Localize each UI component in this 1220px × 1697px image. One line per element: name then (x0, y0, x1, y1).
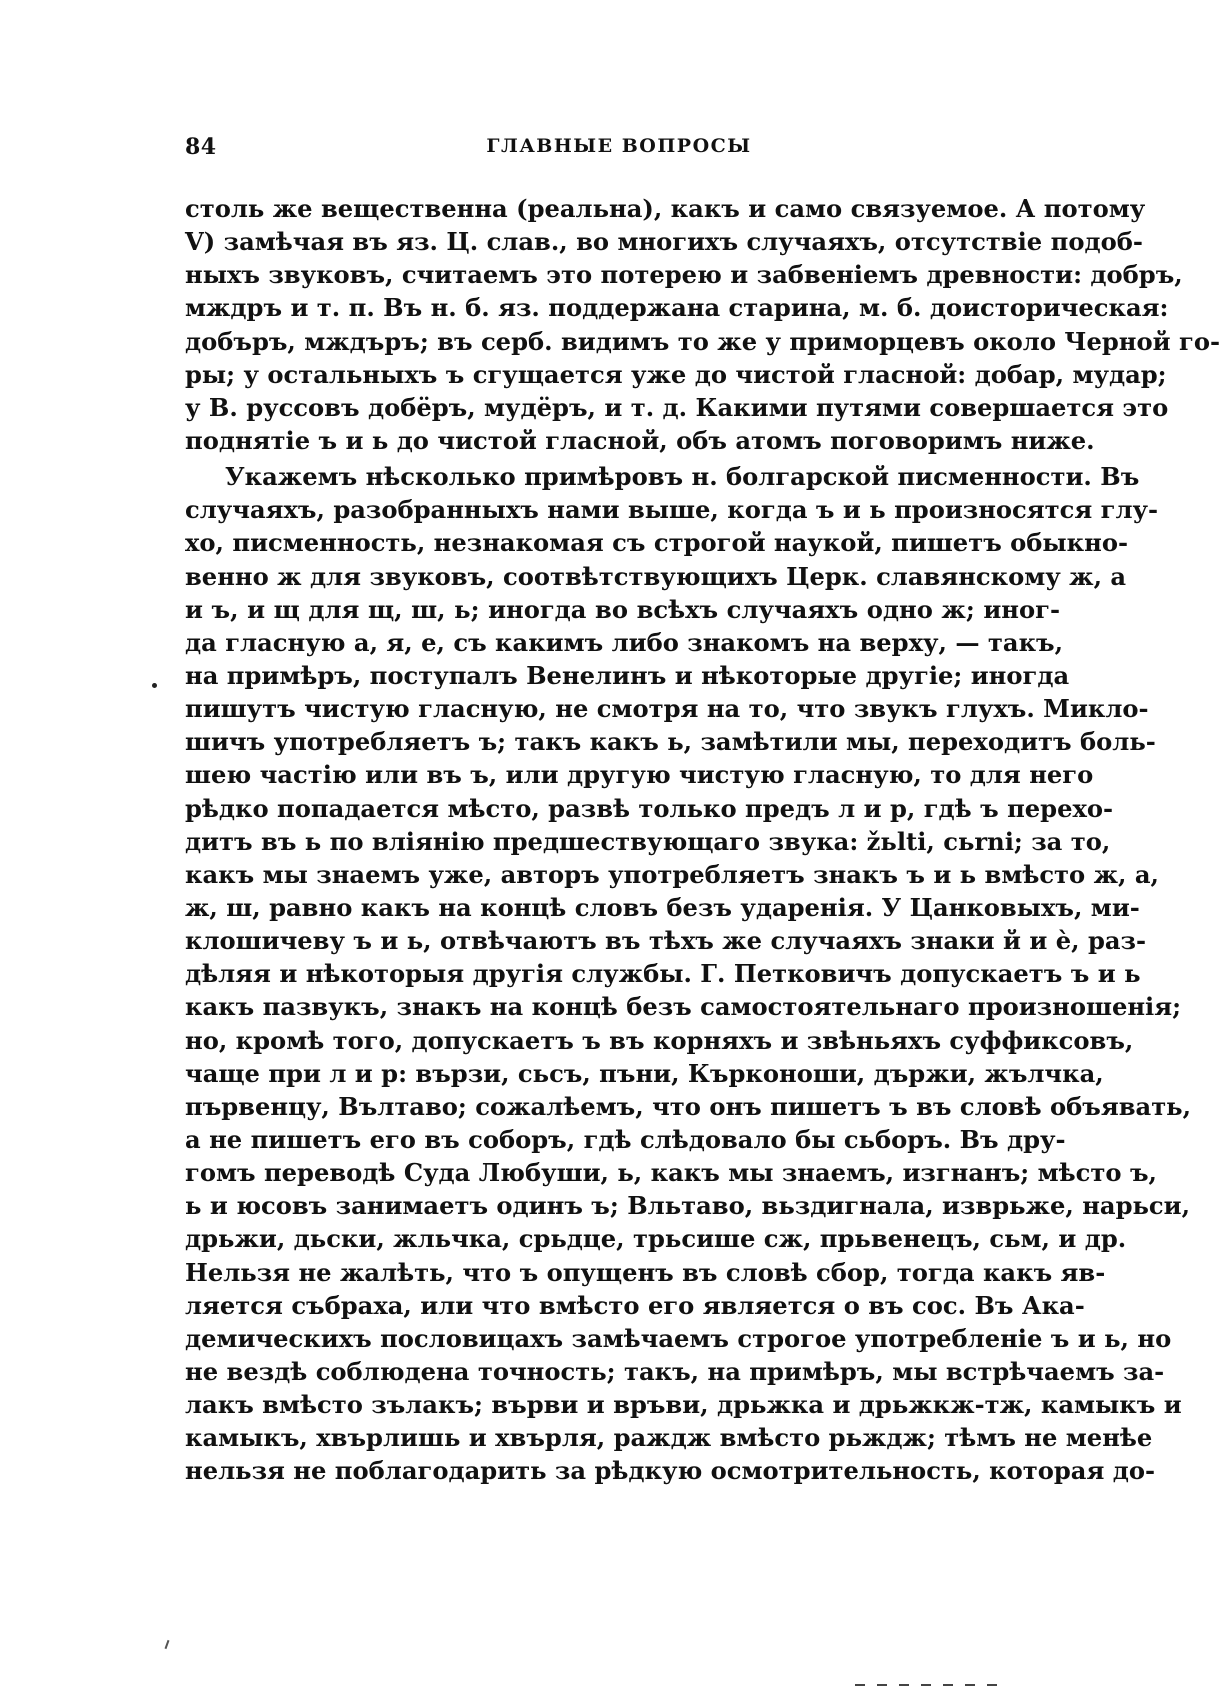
text-line: ь и юсовъ занимаетъ одинъ ъ; Вльтаво, вьздигнала, изврьже, нарьси, (185, 1191, 1190, 1221)
text-line: столь же вещественна (реальна), какъ и само связуемое. А потому (185, 194, 1146, 223)
text-line: добъръ, мждъръ; въ серб. видимъ то же у приморцевъ около Черной го- (185, 326, 1220, 356)
text-line: пишутъ чистую гласную, не смотря на то, что звукъ глухъ. Микло- (185, 694, 1149, 724)
text-line: какъ мы знаемъ уже, авторъ употребляетъ знакъ ъ и ь вмѣсто ж, а, (185, 859, 1159, 889)
text-line: поднятіе ъ и ь до чистой гласной, объ атомъ поговоримъ ниже. (185, 425, 1095, 455)
text-line: шею частію или въ ъ, или другую чистую гласную, то для него (185, 760, 1094, 790)
text-line: Укажемъ нѣсколько примѣровъ н. болгарской писменности. Въ (225, 462, 1140, 492)
text-line: ляется събраха, или что вмѣсто его является о въ сос. Въ Ака- (185, 1290, 1085, 1320)
text-line: нельзя не поблагодарить за рѣдкую осмотрительность, которая до- (185, 1456, 1156, 1486)
text-line: мждръ и т. п. Въ н. б. яз. поддержана старина, м. б. доисторическая: (185, 293, 1169, 323)
paragraph (185, 192, 1220, 457)
text-line: първенцу, Вълтаво; сожалѣемъ, что онъ пишетъ ъ въ словѣ объявать, (185, 1091, 1192, 1121)
text-line: случаяхъ, разобранныхъ нами выше, когда ъ и ь произносятся глу- (185, 495, 1159, 525)
text-line: V) замѣчая въ яз. Ц. слав., во многихъ случаяхъ, отсутствіе подоб- (185, 227, 1143, 257)
text-line: дѣляя и нѣкоторыя другія службы. Г. Петковичъ допускаетъ ъ и ь (185, 959, 1141, 989)
text-line: ры; у остальныхъ ъ сгущается уже до чистой гласной: добар, мудар; (185, 359, 1167, 389)
text-line: и ъ, и щ для щ, ш, ь; иногда во всѣхъ случаяхъ одно ж; иног- (185, 594, 1060, 624)
text-line: ныхъ звуковъ, считаемъ это потерею и забвеніемъ древности: добръ, (185, 260, 1183, 290)
text-line: камыкъ, хвърлишь и хвърля, раждж вмѣсто рьждж; тѣмъ не менѣе (185, 1423, 1153, 1453)
margin-tick-mark (165, 1640, 170, 1649)
text-line: да гласную а, я, е, съ какимъ либо знакомъ на верху, — такъ, (185, 627, 1064, 657)
text-line: лакъ вмѣсто зълакъ; върви и връви, дрьжка и дрьжкж-тж, камыкъ и (185, 1390, 1182, 1420)
paragraph (185, 460, 1192, 1487)
text-line: гомъ переводѣ Суда Любуши, ь, какъ мы знаемъ, изгнанъ; мѣсто ъ, (185, 1158, 1157, 1188)
text-line: какъ пазвукъ, знакъ на концѣ безъ самостоятельнаго произношенія; (185, 992, 1182, 1022)
text-line: рѣдко попадается мѣсто, развѣ только предъ л и р, гдѣ ъ перехо- (185, 793, 1114, 823)
text-line: демическихъ пословицахъ замѣчаемъ строгое употребленіе ъ и ь, но (185, 1323, 1172, 1353)
text-line: дрьжи, дьски, жльчка, срьдце, трьсише сж, прьвенецъ, сьм, и др. (185, 1224, 1127, 1254)
text-line: венно ж для звуковъ, соотвѣтствующихъ Церк. славянскому ж, а (185, 561, 1127, 591)
text-line: у В. руссовъ добёръ, мудёръ, и т. д. Какими путями совершается это (185, 392, 1169, 422)
page-number: 84 (185, 134, 217, 160)
text-line: хо, писменность, незнакомая съ строгой наукой, пишетъ обыкно- (185, 528, 1129, 558)
running-title: ГЛАВНЫЕ ВОПРОСЫ (486, 135, 752, 157)
text-line: а не пишетъ его въ соборъ, гдѣ слѣдовало бы сьборъ. Въ дру- (185, 1124, 1066, 1154)
text-line: дитъ въ ь по вліянію предшествующаго звука: žьlti, сьrni; за то, (185, 826, 1111, 856)
text-line: Нельзя не жалѣть, что ъ опущенъ въ словѣ сбор, тогда какъ яв- (185, 1257, 1106, 1287)
text-line: чаще при л и р: вързи, сьсъ, пъни, Кърконоши, държи, жълчка, (185, 1058, 1104, 1088)
text-line: не вездѣ соблюдена точность; такъ, на примѣръ, мы встрѣчаемъ за- (185, 1356, 1165, 1386)
body-text (185, 192, 1220, 1487)
text-line: ж, ш, равно какъ на концѣ словъ безъ ударенія. У Цанковыхъ, ми- (185, 892, 1140, 922)
running-head (185, 134, 1053, 168)
margin-mark (152, 683, 157, 688)
text-line: на примѣръ, поступалъ Венелинъ и нѣкоторые другіе; иногда (185, 660, 1070, 690)
scan-artifact-dashes (855, 1684, 1005, 1686)
text-line: клошичеву ъ и ь, отвѣчаютъ въ тѣхъ же случаяхъ знаки й и ѐ, раз- (185, 926, 1147, 956)
text-line: шичъ употребляетъ ъ; такъ какъ ь, замѣтили мы, переходитъ боль- (185, 727, 1156, 757)
text-line: но, кромѣ того, допускаетъ ъ въ корняхъ и звѣньяхъ суффиксовъ, (185, 1025, 1134, 1055)
